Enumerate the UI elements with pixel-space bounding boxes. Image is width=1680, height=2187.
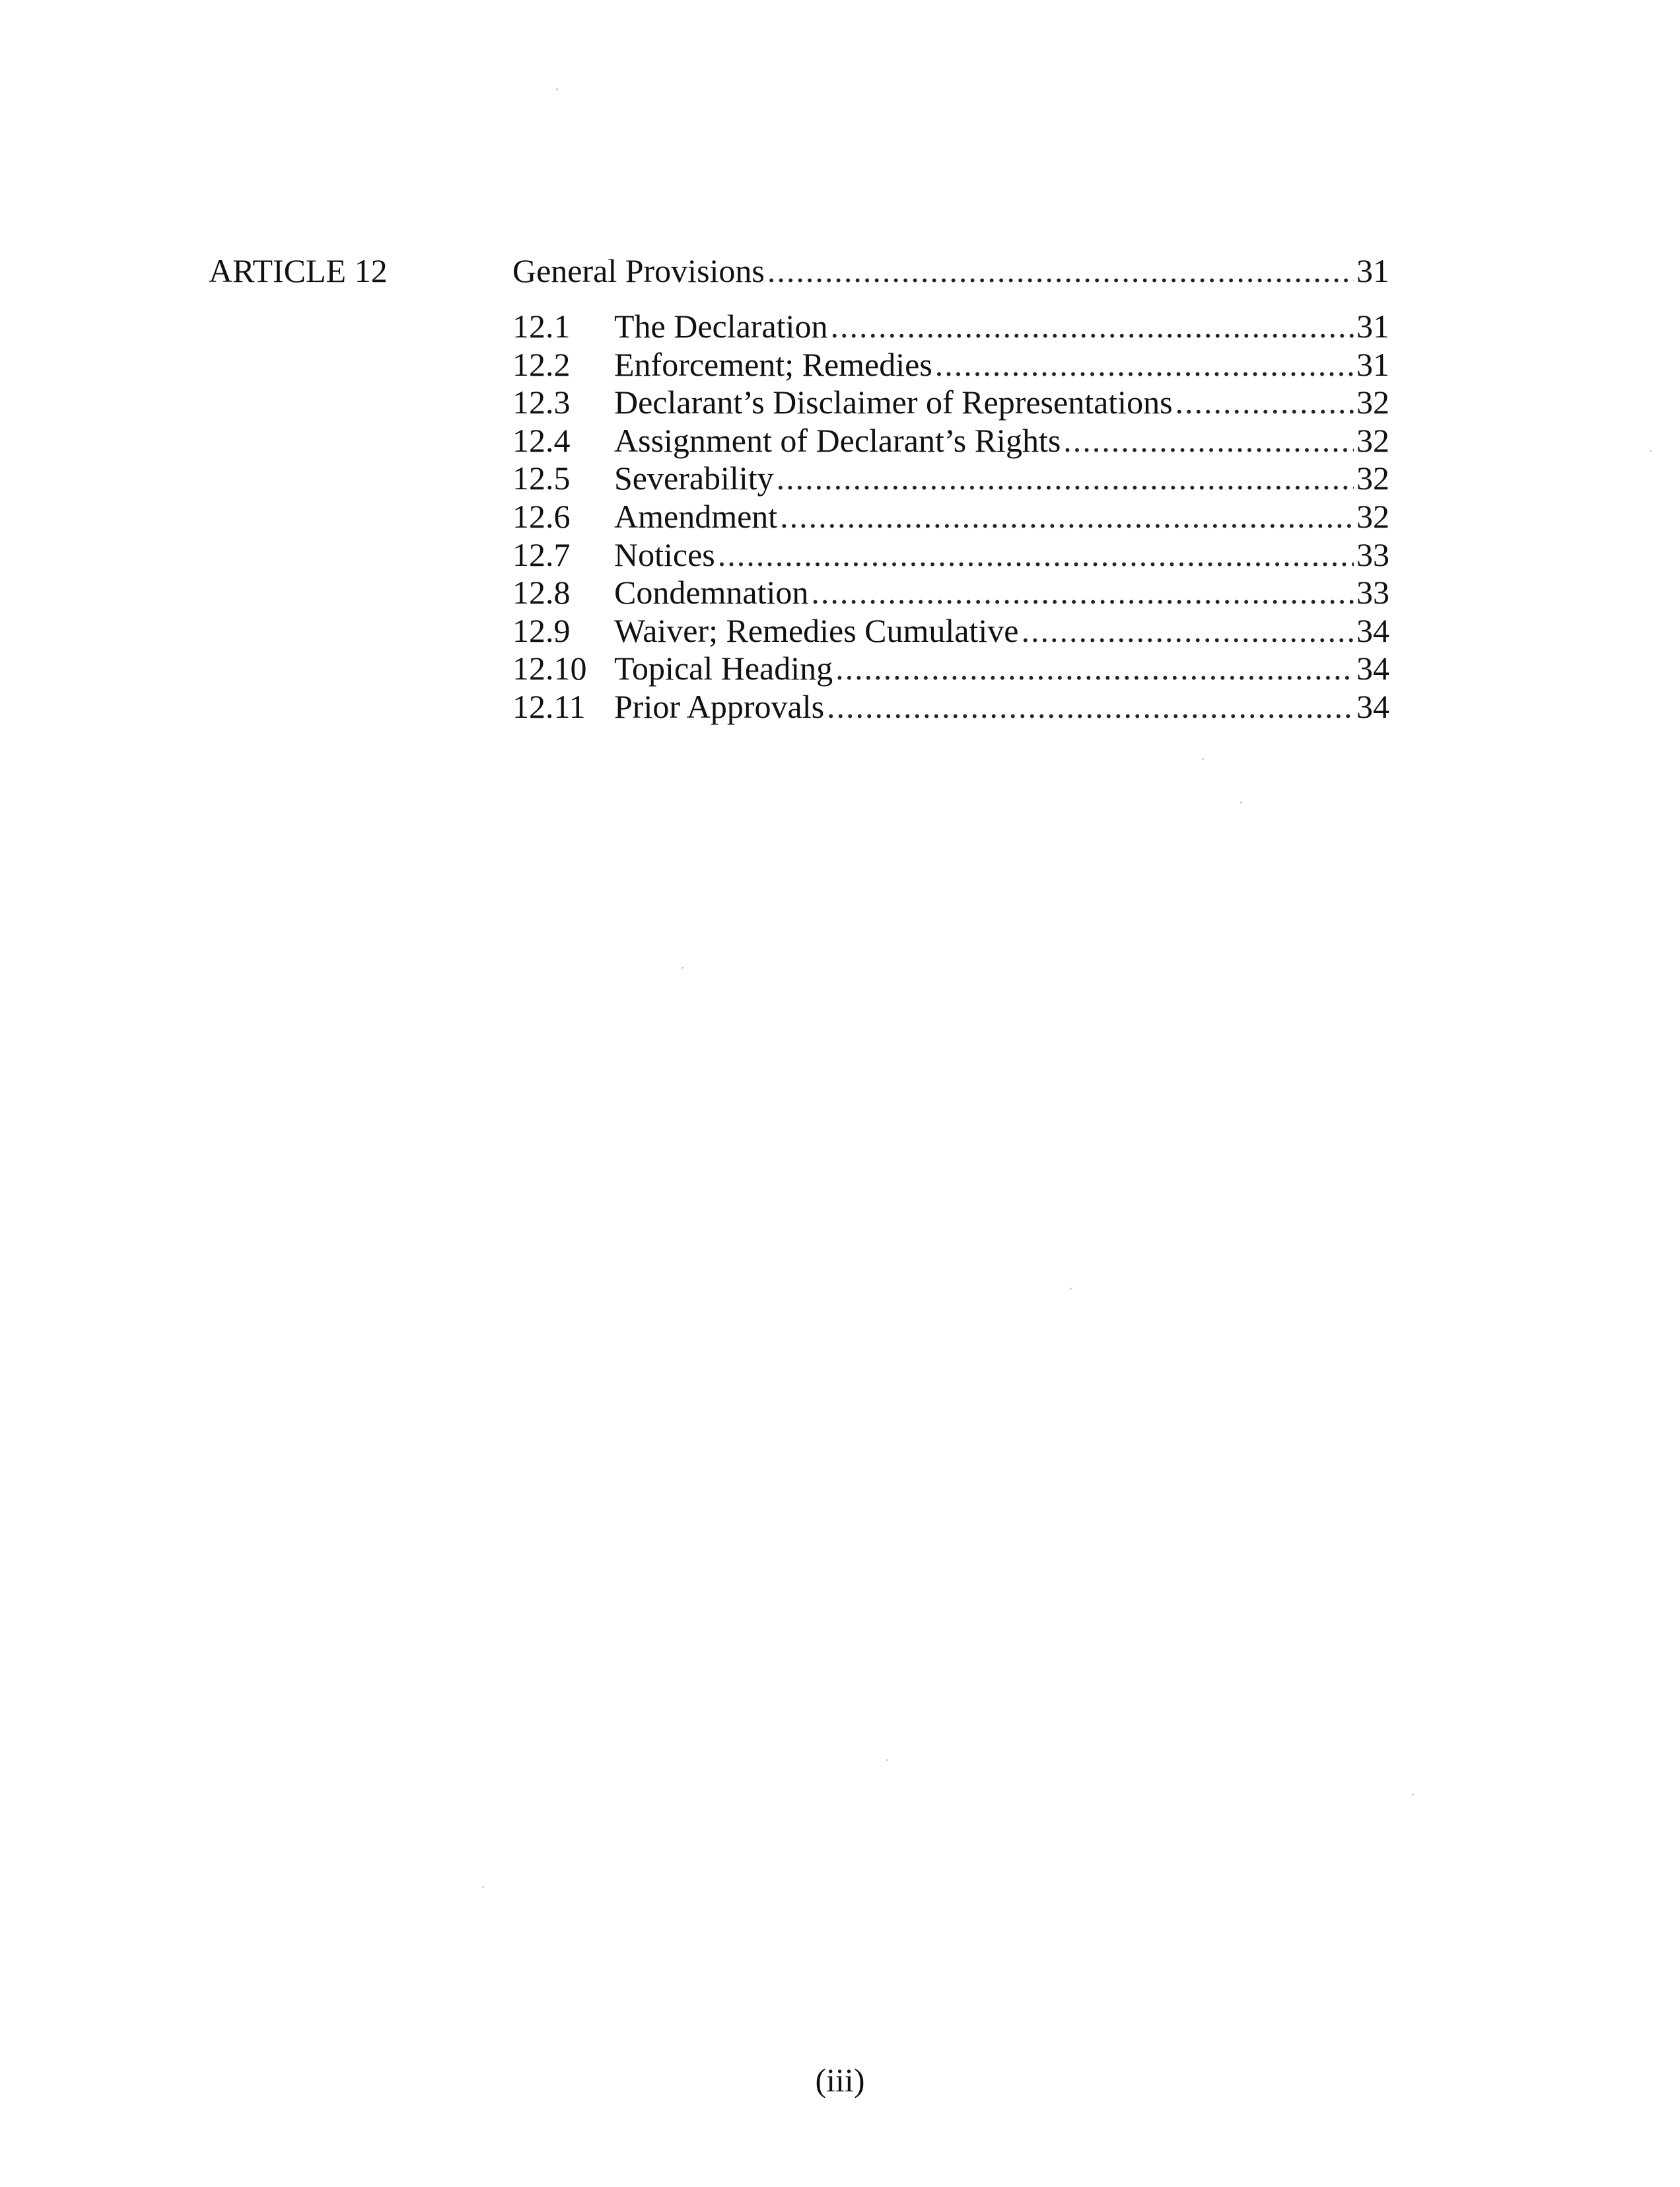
section-number: 12.9 <box>512 611 571 649</box>
toc-entry <box>512 422 1389 460</box>
scan-speck <box>1070 1288 1072 1290</box>
section-title: Enforcement; Remedies <box>614 345 932 383</box>
scan-speck <box>482 1886 484 1888</box>
section-title: Amendment <box>614 497 778 535</box>
section-number: 12.6 <box>512 497 571 535</box>
toc-entry <box>512 384 1389 422</box>
section-number: 12.1 <box>512 308 571 345</box>
toc-entry <box>512 498 1389 536</box>
section-page-number: 31 <box>1356 345 1389 383</box>
dot-leader <box>935 346 1354 384</box>
dot-leader <box>811 574 1354 612</box>
section-number: 12.3 <box>512 384 571 421</box>
section-title: Declarant’s Disclaimer of Representations <box>614 384 1173 421</box>
toc-entry <box>512 650 1389 688</box>
dot-leader <box>767 251 1354 291</box>
dot-leader <box>830 308 1354 346</box>
section-title: Notices <box>614 536 715 573</box>
toc-entry <box>512 612 1389 650</box>
section-number: 12.2 <box>512 345 571 383</box>
section-number: 12.10 <box>512 650 587 687</box>
page-footer-number: (iii) <box>815 2062 865 2099</box>
scan-speck <box>886 1759 888 1761</box>
section-page-number: 32 <box>1356 421 1389 459</box>
scan-speck <box>1412 1793 1414 1795</box>
section-title: Assignment of Declarant’s Rights <box>614 421 1061 459</box>
section-title: Waiver; Remedies Cumulative <box>614 611 1019 649</box>
dot-leader <box>835 650 1354 688</box>
section-number: 12.7 <box>512 536 571 573</box>
section-number: 12.5 <box>512 460 571 497</box>
scan-speck <box>1202 758 1204 760</box>
toc-entry <box>512 460 1389 498</box>
section-number: 12.4 <box>512 421 571 459</box>
section-page-number: 34 <box>1356 687 1389 725</box>
section-page-number: 33 <box>1356 536 1389 573</box>
section-title: Severability <box>614 460 774 497</box>
toc-entry <box>512 308 1389 346</box>
toc-entry <box>512 346 1389 384</box>
dot-leader <box>827 688 1354 726</box>
article-page-number: 31 <box>1356 252 1389 289</box>
dot-leader <box>780 498 1354 536</box>
toc-article-heading <box>512 251 1389 291</box>
scan-speck <box>1240 802 1242 804</box>
section-number: 12.8 <box>512 574 571 611</box>
scan-speck <box>1650 450 1652 452</box>
dot-leader <box>1175 384 1354 422</box>
toc-entry <box>512 688 1389 726</box>
section-page-number: 34 <box>1356 650 1389 687</box>
article-title: General Provisions <box>512 252 765 289</box>
dot-leader <box>718 536 1354 574</box>
section-title: Prior Approvals <box>614 687 825 725</box>
dot-leader <box>777 460 1354 498</box>
scan-speck <box>682 967 683 969</box>
section-page-number: 34 <box>1356 611 1389 649</box>
scan-speck <box>556 88 558 90</box>
section-page-number: 32 <box>1356 384 1389 421</box>
section-number: 12.11 <box>512 687 586 725</box>
toc-entry <box>512 536 1389 574</box>
section-page-number: 33 <box>1356 574 1389 611</box>
section-page-number: 32 <box>1356 497 1389 535</box>
section-page-number: 31 <box>1356 308 1389 345</box>
section-title: Topical Heading <box>614 650 833 687</box>
toc-entry <box>512 574 1389 612</box>
section-title: Condemnation <box>614 574 809 611</box>
section-title: The Declaration <box>614 308 828 345</box>
section-page-number: 32 <box>1356 460 1389 497</box>
dot-leader <box>1021 612 1354 650</box>
dot-leader <box>1063 422 1354 460</box>
toc-section-list <box>512 308 1389 726</box>
article-label: ARTICLE 12 <box>209 252 388 289</box>
